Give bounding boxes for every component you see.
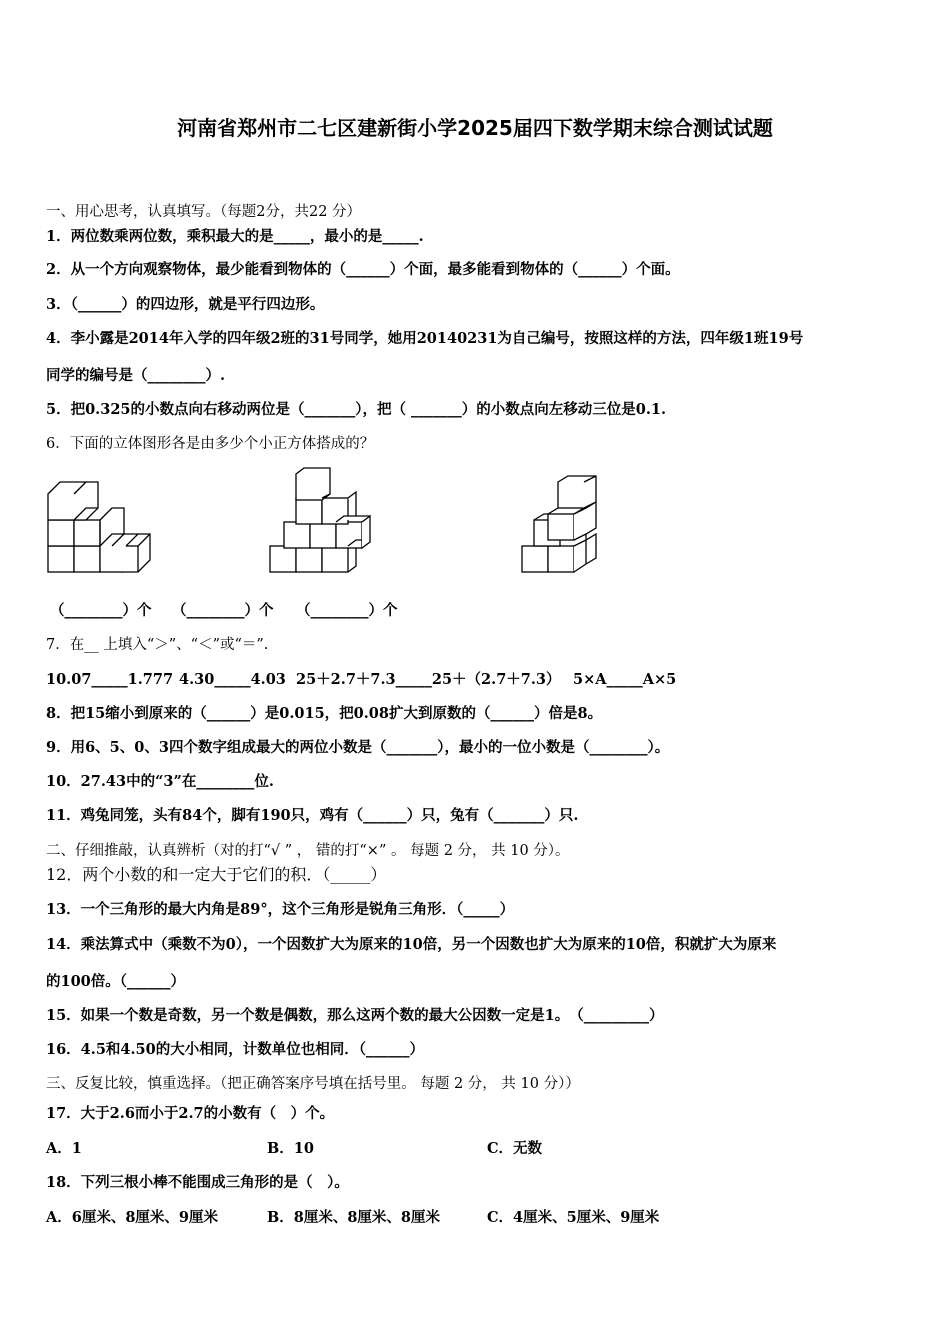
section-3-heading: 三、反复比较，慎重选择。（把正确答案序号填在括号里。 每题 2 分， 共 10 分）） [46, 1076, 580, 1092]
question-5: 5．把0.325的小数点向右移动两位是（_______），把（ _______）的小数点向左移动三位是0.1. [46, 401, 667, 418]
answer-blank-3[interactable]: （________）个 [296, 602, 398, 619]
section-1-heading: 一、用心思考，认真填写。（每题2分，共22 分） [46, 204, 362, 220]
option-c[interactable]: C．无数 [487, 1140, 543, 1157]
question-2: 2．从一个方向观察物体，最少能看到物体的（______）个面，最多能看到物体的（______）个面。 [46, 261, 680, 278]
question-16: 16．4.5和4.50的大小相同，计数单位也相同．（______） [46, 1041, 424, 1058]
question-4-line-2: 同学的编号是（________）. [46, 367, 226, 384]
compare-item-3: 25＋2.7＋7.3_____25＋（2.7＋7.3） [296, 671, 561, 688]
cube-figure-1 [46, 474, 154, 578]
question-18: 18．下列三根小棒不能围成三角形的是（ ）。 [46, 1174, 349, 1191]
question-6: 6．下面的立体图形各是由多少个小正方体搭成的？ [46, 436, 375, 452]
question-13: 13．一个三角形的最大内角是89°，这个三角形是锐角三角形．（_____） [46, 901, 515, 918]
question-14-line-2: 的100倍。（______） [46, 973, 186, 990]
answer-blank-2[interactable]: （________）个 [172, 602, 274, 619]
question-4-line-1: 4．李小露是2014年入学的四年级2班的31号同学，她用20140231为自己编号，按照这样的方法，四年级1班19号 [46, 330, 804, 347]
page-title: 河南省郑州市二七区建新街小学2025届四下数学期末综合测试试题 [177, 116, 773, 140]
compare-item-1: 10.07_____1.777 [46, 671, 174, 688]
question-15: 15．如果一个数是奇数，另一个数是偶数，那么这两个数的最大公因数一定是1。 （_________） [46, 1007, 664, 1024]
section-2-heading: 二、仔细推敲，认真辨析（对的打“√ ” ， 错的打“×” 。 每题 2 分， 共 10 分）。 [46, 843, 570, 859]
question-9: 9．用6、5、0、3四个数字组成最大的两位小数是（_______），最小的一位小数是（________）。 [46, 739, 670, 756]
cube-stack-1 [48, 482, 150, 572]
cube-figure-3 [518, 474, 602, 578]
question-17: 17．大于2.6而小于2.7的小数有（ ）个。 [46, 1105, 335, 1122]
option-b[interactable]: B．8厘米、8厘米、8厘米 [267, 1209, 441, 1226]
cube-figure-2 [266, 466, 390, 578]
compare-item-4: 5×A_____A×5 [573, 671, 677, 688]
question-11: 11．鸡兔同笼，头有84个，脚有190只，鸡有（______）只，兔有（_______）只. [46, 807, 579, 824]
question-12: 12．两个小数的和一定大于它们的积．（_____） [46, 865, 387, 884]
cube-stack-2 [270, 468, 370, 572]
question-3: 3．（______）的四边形，就是平行四边形。 [46, 296, 325, 313]
option-b[interactable]: B．10 [267, 1140, 314, 1157]
question-1: 1．两位数乘两位数，乘积最大的是_____，最小的是_____. [46, 228, 424, 245]
cube-stack-3 [522, 476, 596, 572]
option-a[interactable]: A．1 [46, 1140, 82, 1157]
option-c[interactable]: C．4厘米、5厘米、9厘米 [487, 1209, 660, 1226]
question-14-line-1: 14．乘法算式中（乘数不为0），一个因数扩大为原来的10倍，另一个因数也扩大为原来的10倍，积就扩大为原来 [46, 936, 777, 953]
question-7: 7．在__ 上填入“＞”、“＜”或“＝”. [46, 637, 269, 653]
question-8: 8．把15缩小到原来的（______）是0.015，把0.08扩大到原数的（______）倍是8。 [46, 705, 603, 722]
compare-item-2: 4.30_____4.03 [179, 671, 286, 688]
answer-blank-1[interactable]: （________）个 [50, 602, 152, 619]
question-10: 10．27.43中的“3”在________位. [46, 773, 274, 790]
option-a[interactable]: A．6厘米、8厘米、9厘米 [46, 1209, 219, 1226]
